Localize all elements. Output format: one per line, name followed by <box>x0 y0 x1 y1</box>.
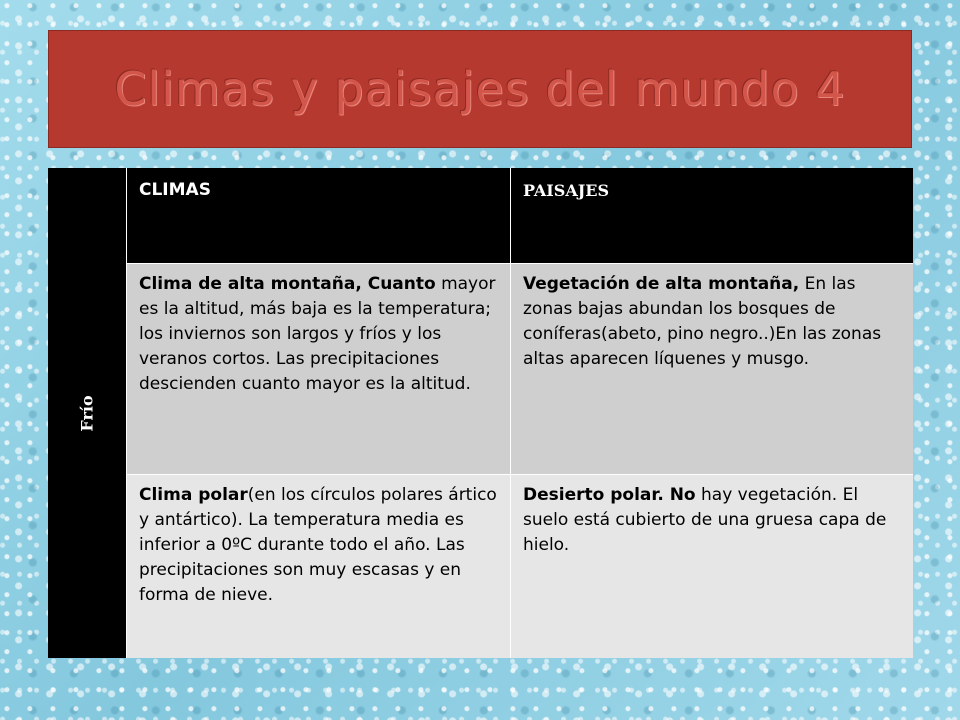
cell-text: hay vegetación. El suelo está cubierto de una gruesa capa de hielo. <box>523 485 887 555</box>
header-paisajes: PAISAJES <box>511 168 913 263</box>
table-grid <box>126 168 912 658</box>
cell-text: mayor es la altitud, más baja es la temperatura; los inviernos son largos y fríos y los veranos cortos. Las precipitaciones descienden cuanto mayor es la altitud. <box>139 274 496 394</box>
title-banner <box>48 30 912 148</box>
cell-bold-text: Clima de alta montaña, Cuanto <box>139 274 436 294</box>
side-label: Frío <box>77 394 97 432</box>
table-cell-clima-2 <box>127 474 511 658</box>
cell-bold-text: Clima polar <box>139 485 248 505</box>
table-cell-clima-1 <box>127 263 511 474</box>
table-cell-paisaje-2 <box>511 474 913 658</box>
climate-table <box>48 168 912 658</box>
cell-bold-text: Desierto polar. No <box>523 485 696 505</box>
table-cell-paisaje-1 <box>511 263 913 474</box>
slide-title: Climas y paisajes del mundo 4 <box>114 62 846 116</box>
cell-bold-text: Vegetación de alta montaña, <box>523 274 800 294</box>
header-climas: CLIMAS <box>127 168 511 263</box>
cell-text: (en los círculos polares ártico y antártico). La temperatura media es inferior a 0ºC durante todo el año. Las precipitaciones son muy escasas y en forma de nieve. <box>139 485 497 605</box>
cell-text: En las zonas bajas abundan los bosques de coníferas(abeto, pino negro..)En las zonas altas aparecen líquenes y musgo. <box>523 274 882 369</box>
side-column <box>48 168 126 658</box>
